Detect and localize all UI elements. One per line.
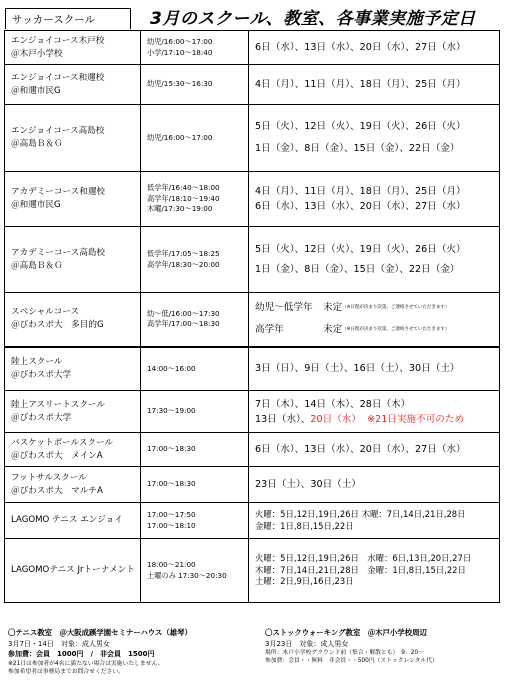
program-name: 陸上アスリートスクール ＠びわスポ大学 [5, 391, 141, 433]
program-name: エンジョイコース和邇校 ＠和邇市民G [5, 65, 141, 105]
program-dates: 23日（土）、30日（土） [249, 467, 500, 503]
table-row [5, 467, 500, 503]
program-dates: 5日（火）、12日（火）、19日（火）、26日（火） 1日（金）、8日（金）、15日（金）、22日（金） [249, 227, 500, 293]
program-time: 17:00～17:50 17:00～18:10 [141, 503, 249, 539]
program-name: アカデミーコース高島校 ＠高島Ｂ＆Ｇ [5, 227, 141, 293]
program-dates: 4日（月）、11日（月）、18日（月）、25日（月） [249, 65, 500, 105]
program-time: 低学年/16:40～18:00 高学年/18:10～19:40 木曜/17:30～19:00 [141, 172, 249, 227]
tennis-class-title: 〇テニス教室 ＠大阪成蹊学園セミナーハウス（雄琴） [8, 628, 192, 637]
program-name: LAGOMO テニス エンジョイ [5, 503, 141, 539]
program-dates: 火曜：5日,12日,19日,26日 水曜：6日,13日,20日,27日 木曜：7日,14日,21日,28日 金曜：1日,8日,15日,22日 土曜：2日,9日,16日,23日 [249, 539, 500, 603]
program-dates: 6日（水）、13日（水）、20日（水）、27日（水） [249, 433, 500, 467]
program-time: 14:00～16:00 [141, 347, 249, 391]
table-row [5, 539, 500, 603]
table-row [5, 65, 500, 105]
program-name: バスケットボールスクール ＠びわスポ大 メインA [5, 433, 141, 467]
soccer-school-label: サッカースクール [5, 8, 131, 29]
program-dates: 5日（火）、12日（火）、19日（火）、26日（火） 1日（金）、8日（金）、15日（金）、22日（金） [249, 105, 500, 172]
table-row [5, 433, 500, 467]
program-dates [249, 293, 500, 347]
special-line: 高学年 未定 （※日程が決まり次第、ご連絡させていただきます） [255, 324, 450, 336]
program-time: 18:00～21:00 土曜のみ 17:30～20:30 [141, 539, 249, 603]
program-name: エンジョイコース木戸校 ＠木戸小学校 [5, 31, 141, 65]
program-time: 幼児/15:30～16:30 [141, 65, 249, 105]
program-dates: 火曜：5日,12日,19日,26日 木曜：7日,14日,21日,28日 金曜：1日,8日,15日,22日 [249, 503, 500, 539]
table-row [5, 105, 500, 172]
program-name: アカデミーコース和邇校 ＠和邇市民G [5, 172, 141, 227]
table-row [5, 227, 500, 293]
program-time: 幼～低/16:00～17:30 高学年/17:00～18:30 [141, 293, 249, 347]
table-row [5, 172, 500, 227]
page-title: 3月のスクール、教室、各事業実施予定日 [150, 9, 476, 29]
table-row [5, 391, 500, 433]
program-name: 陸上スクール ＠びわスポ大学 [5, 347, 141, 391]
program-time: 17:00～18:30 [141, 467, 249, 503]
program-name: フットサルスクール ＠びわスポ大 マルチA [5, 467, 141, 503]
program-name: LAGOMOテニス Jrトーナメント [5, 539, 141, 603]
program-time: 17:30～19:00 [141, 391, 249, 433]
program-time: 17:00～18:30 [141, 433, 249, 467]
program-dates: 4日（月）、11日（月）、18日（月）、25日（月） 6日（水）、13日（水）、20日（水）、27日（水） [249, 172, 500, 227]
schedule-table [4, 30, 500, 603]
table-row [5, 31, 500, 65]
program-dates: 3日（日）、9日（土）、16日（土）、30日（土） [249, 347, 500, 391]
program-dates: 7日（木）、14日（木）、28日（木） 13日（水）、20日（水） ※21日実施不可のため [249, 391, 500, 433]
special-line: 幼児～低学年 未定 （※日程が決まり次第、ご連絡させていただきます） [255, 302, 450, 314]
program-name: スペシャルコース ＠びわスポ大 多目的G [5, 293, 141, 347]
walking-class-info: 〇ストックウォーキング教室 ＠木戸小学校周辺 3月23日 対象：成人男女 場所：木戸小学校グラウンド前（集合・解散とも） 9：20～ 参加費：会員・・無料 非会員・・500円（ストックレンタル代） [265, 628, 505, 665]
program-time: 幼児/16:00～17:00 小学/17:10～18:40 [141, 31, 249, 65]
tennis-class-info: 〇テニス教室 ＠大阪成蹊学園セミナーハウス（雄琴） 3月7日・14日 対象：成人男女 参加費：会員 1000円 / 非会員 1500円 ※21日は参加者が4名に満たない場合は実施いたしません。 参加希望者は事務局までお問合せください。 [8, 628, 258, 676]
table-row [5, 293, 500, 347]
program-name: エンジョイコース高島校 ＠高島Ｂ＆Ｇ [5, 105, 141, 172]
program-time: 低学年/17:05～18:25 高学年/18:30～20:00 [141, 227, 249, 293]
changed-date: 20日（水） [310, 413, 361, 425]
table-row [5, 347, 500, 391]
table-row [5, 503, 500, 539]
program-dates: 6日（水）、13日（水）、20日（水）、27日（水） [249, 31, 500, 65]
cancellation-note: ※21日実施不可のため [367, 413, 465, 425]
program-time: 幼児/16:00～17:00 [141, 105, 249, 172]
walking-class-title: 〇ストックウォーキング教室 ＠木戸小学校周辺 [265, 628, 427, 637]
